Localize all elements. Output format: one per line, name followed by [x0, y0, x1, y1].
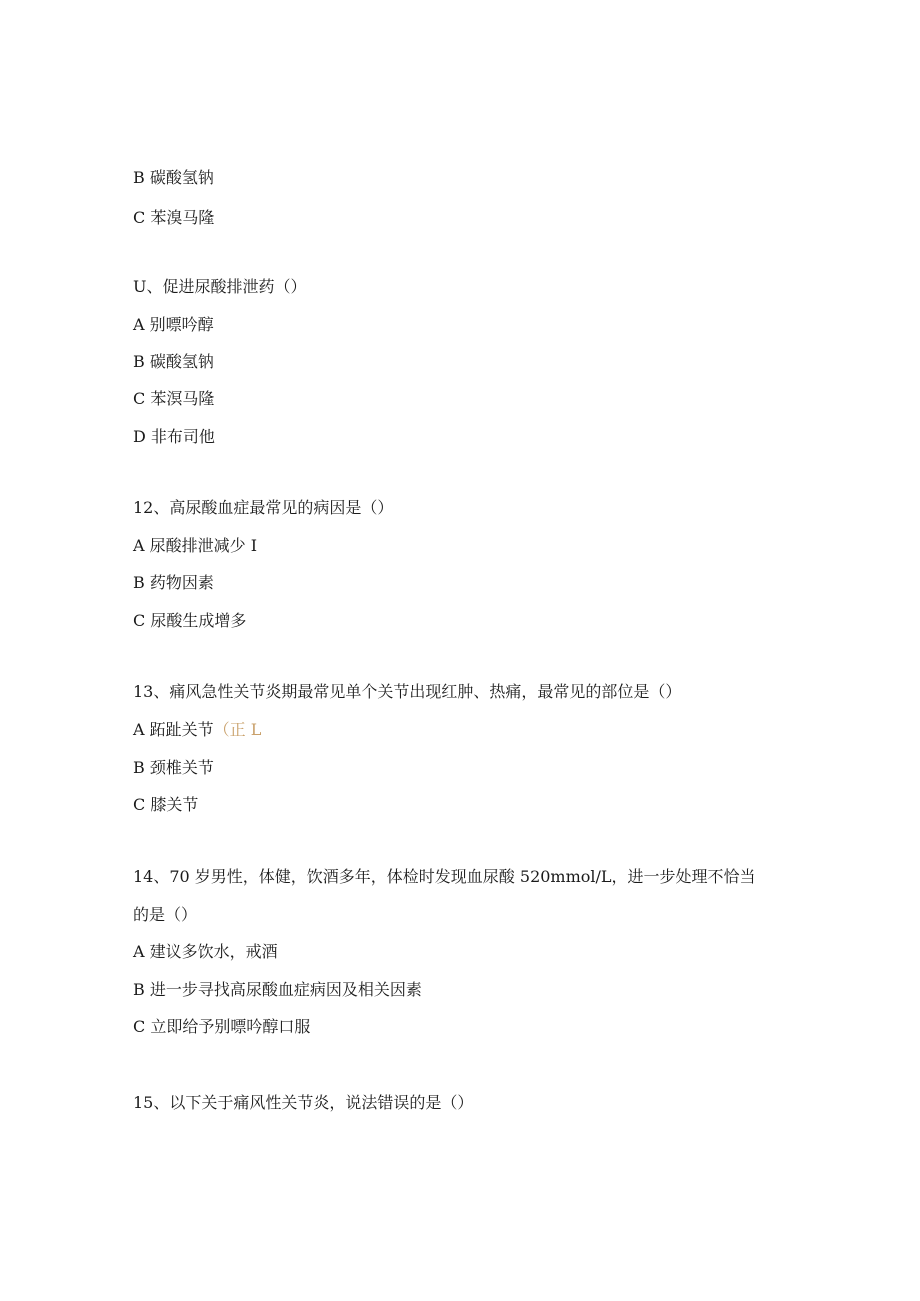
- option-line: A 别嘌吟醇: [133, 315, 214, 334]
- option-line: A 建议多饮水，戒酒: [133, 942, 278, 961]
- question-text: 12、高尿酸血症最常见的病因是（）: [133, 498, 394, 517]
- option-line: [133, 720, 261, 740]
- question-text-continued: 的是（）: [133, 905, 198, 924]
- option-line: C 苯溟马隆: [133, 389, 215, 408]
- option-line: D 非布司他: [133, 427, 215, 446]
- question-text: 13、痛风急性关节炎期最常见单个关节出现红肿、热痛，最常见的部位是（）: [133, 682, 682, 701]
- option-line: B 进一步寻找高尿酸血症病因及相关因素: [133, 980, 422, 999]
- option-line: C 膝关节: [133, 795, 199, 814]
- option-line: B 颈椎关节: [133, 758, 214, 777]
- option-line: C 苯溴马隆: [133, 208, 215, 227]
- option-line: B 碳酸氢钠: [133, 168, 214, 187]
- question-text: U、促进尿酸排泄药（）: [133, 277, 307, 296]
- question-text: 14、70 岁男性，体健，饮酒多年，体检时发现血尿酸 520mmol/L，进一步处理不恰当: [133, 867, 756, 886]
- handwritten-annotation: （正 L: [213, 720, 262, 739]
- option-line: B 碳酸氢钠: [133, 352, 214, 371]
- option-line: C 尿酸生成增多: [133, 611, 247, 630]
- option-line: C 立即给予别嘌吟醇口服: [133, 1017, 311, 1036]
- option-line: A 尿酸排泄减少 I: [133, 536, 258, 555]
- option-line: B 药物因素: [133, 573, 214, 592]
- option-text: A 跖趾关节: [133, 720, 214, 739]
- question-text: 15、以下关于痛风性关节炎，说法错误的是（）: [133, 1093, 474, 1112]
